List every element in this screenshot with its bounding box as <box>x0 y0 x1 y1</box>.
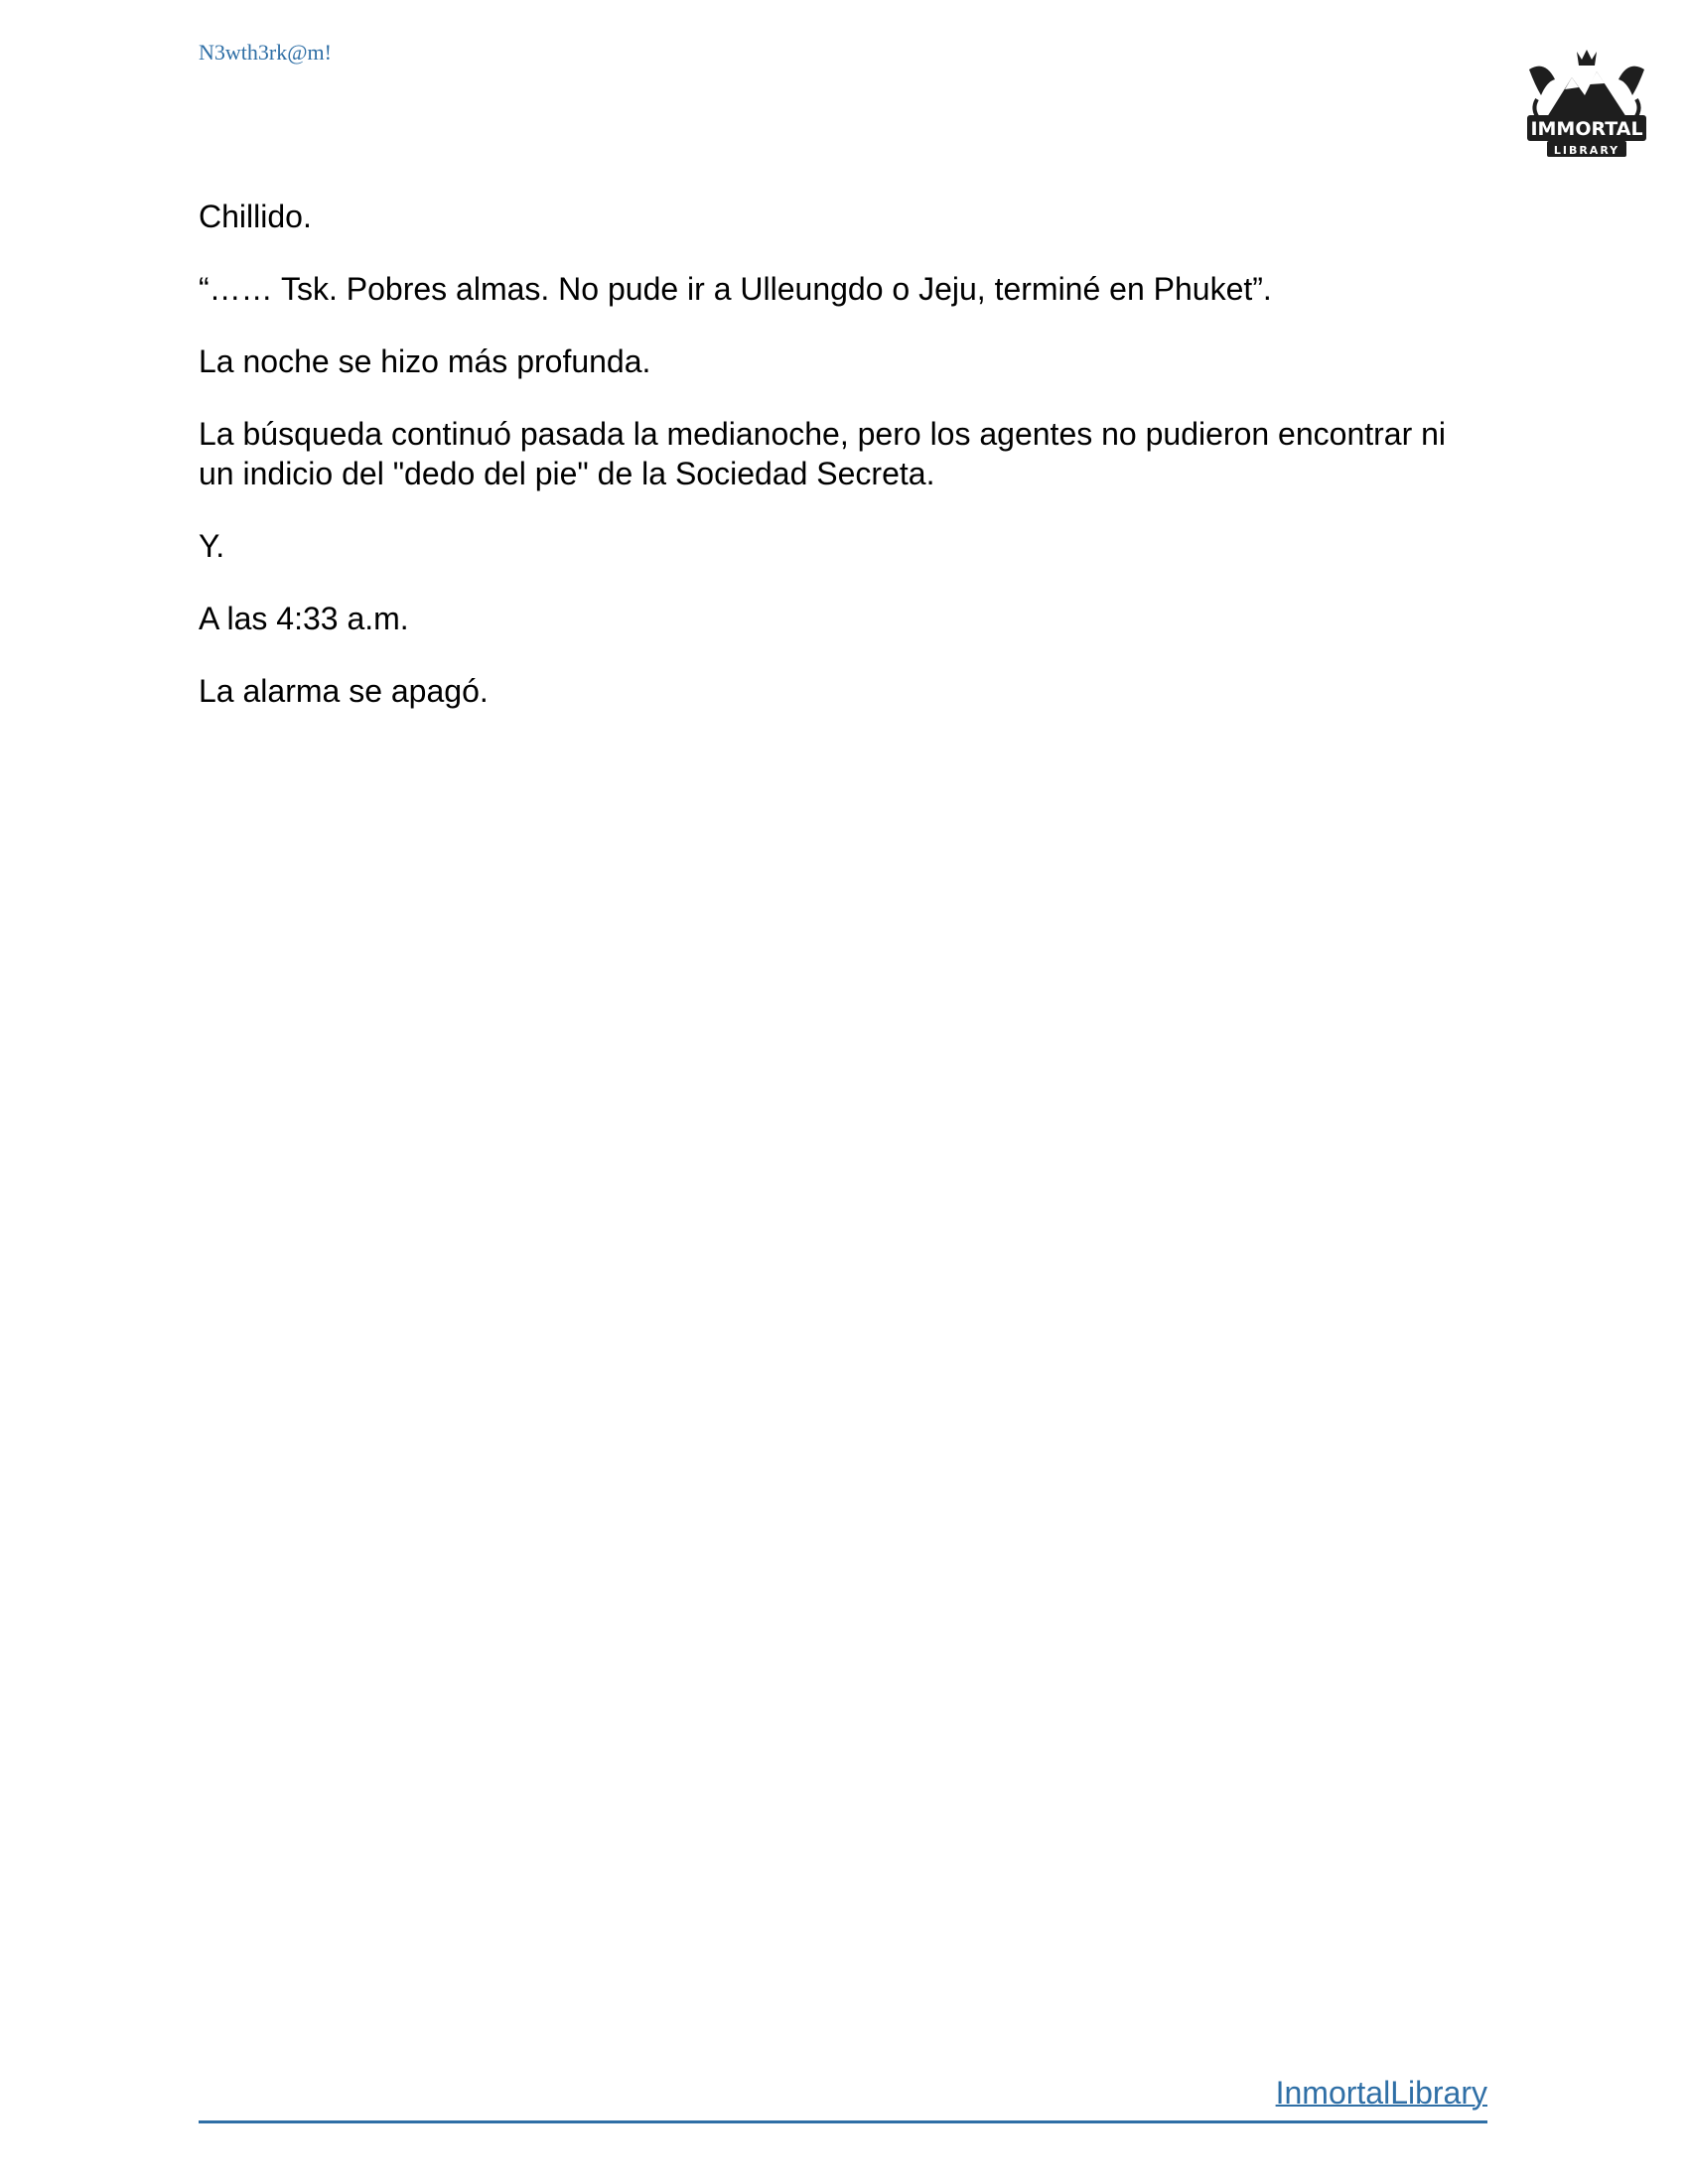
logo-line2: LIBRARY <box>1553 144 1620 157</box>
paragraph: Y. <box>199 528 225 564</box>
paragraph: La alarma se apagó. <box>199 673 489 709</box>
immortal-library-logo-icon <box>1517 30 1656 169</box>
logo-line1: IMMORTAL <box>1530 118 1643 140</box>
paragraph: La noche se hizo más profunda. <box>199 343 651 379</box>
footer-link[interactable]: InmortalLibrary <box>1275 2075 1487 2111</box>
footer <box>199 2075 1487 2123</box>
document-body <box>199 197 1489 744</box>
paragraph: La búsqueda continuó pasada la medianoche, pero los agentes no pudieron encontrar ni un indicio del "dedo del pie" de la Sociedad Secreta. <box>199 416 1455 491</box>
paragraph: Chillido. <box>199 199 312 234</box>
paragraph: “…… Tsk. Pobres almas. No pude ir a Ulleungdo o Jeju, terminé en Phuket”. <box>199 271 1272 307</box>
paragraph: A las 4:33 a.m. <box>199 601 409 636</box>
header-watermark: N3wth3rk@m! <box>199 40 332 65</box>
